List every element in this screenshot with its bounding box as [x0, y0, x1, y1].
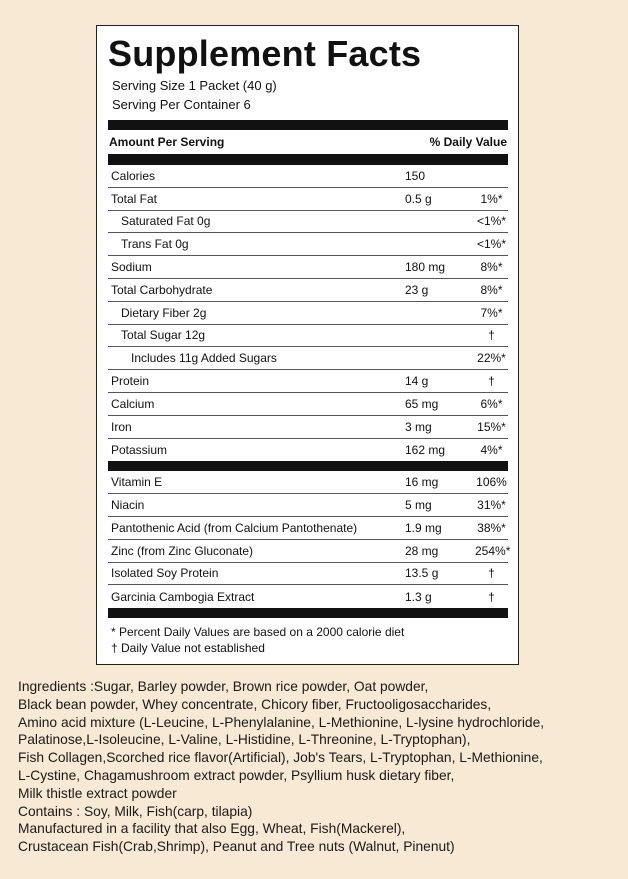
footnote-not-established: † Daily Value not established: [111, 641, 265, 656]
nutrient-daily-value: 38%*: [477, 520, 506, 535]
amount-per-serving-label: Amount Per Serving: [109, 135, 225, 149]
nutrient-row: [108, 165, 508, 188]
facts-title: Supplement Facts: [108, 33, 422, 74]
nutrient-name: Total Fat: [111, 191, 158, 206]
nutrient-amount: 65 mg: [405, 396, 439, 411]
nutrient-daily-value: 15%*: [477, 419, 506, 434]
nutrient-name: Dietary Fiber 2g: [121, 305, 207, 320]
nutrient-name: Iron: [111, 419, 132, 434]
nutrient-amount: 23 g: [405, 282, 429, 297]
nutrient-amount: 180 mg: [405, 260, 446, 275]
nutrient-amount: 0.5 g: [405, 191, 432, 206]
nutrient-amount: 162 mg: [405, 442, 446, 457]
ingredients-line: Milk thistle extract powder: [18, 785, 177, 801]
ingredients-line: Manufactured in a facility that also Egg, Wheat, Fish(Mackerel),: [18, 821, 406, 837]
ingredients-line: Black bean powder, Whey concentrate, Chicory fiber, Fructooligosaccharides,: [18, 696, 492, 712]
nutrient-name: Total Carbohydrate: [111, 282, 213, 297]
divider-bar: [108, 461, 508, 471]
nutrient-row: [108, 233, 508, 256]
nutrient-row: [108, 325, 508, 348]
nutrient-name: Calories: [111, 168, 156, 183]
nutrient-daily-value: †: [488, 589, 495, 604]
nutrient-daily-value: 1%*: [480, 191, 503, 206]
ingredients-line: L-Cystine, Chagamushroom extract powder, Psyllium husk dietary fiber,: [18, 767, 455, 783]
footnotes: [108, 618, 508, 656]
nutrient-amount: 1.9 mg: [405, 520, 442, 535]
nutrient-name: Vitamin E: [111, 475, 163, 490]
nutrient-daily-value: 31%*: [477, 498, 506, 513]
nutrient-daily-value: <1%*: [476, 237, 507, 252]
nutrient-row: [108, 494, 508, 517]
nutrient-daily-value: 8%*: [480, 260, 503, 275]
divider-bar: [108, 120, 508, 130]
nutrient-row: [108, 256, 508, 279]
nutrient-row: [108, 188, 508, 211]
nutrient-amount: 28 mg: [405, 543, 439, 558]
nutrient-row: [108, 347, 508, 370]
facts-header-row: [108, 130, 508, 155]
ingredients-line: Fish Collagen,Scorched rice flavor(Artificial), Job's Tears, L-Tryptophan, L-Methionine,: [18, 750, 543, 766]
nutrient-amount: 5 mg: [405, 498, 432, 513]
nutrient-row: [108, 540, 511, 563]
nutrient-rows-primary: [108, 165, 508, 461]
ingredients-line: Crustacean Fish(Crab,Shrimp), Peanut and Tree nuts (Walnut, Pinenut): [18, 839, 455, 855]
ingredients-line: Ingredients :Sugar, Barley powder, Brown rice powder, Oat powder,: [18, 679, 429, 694]
footnote-daily-values: * Percent Daily Values are based on a 2000 calorie diet: [111, 625, 405, 640]
daily-value-label: % Daily Value: [429, 135, 507, 149]
serving-size: Serving Size 1 Packet (40 g): [112, 78, 277, 93]
nutrient-row: [108, 393, 508, 416]
nutrient-amount: 3 mg: [405, 419, 432, 434]
ingredients-line: Contains : Soy, Milk, Fish(carp, tilapia): [18, 803, 253, 819]
nutrient-daily-value: <1%*: [476, 214, 507, 229]
nutrient-name: Trans Fat 0g: [121, 237, 189, 252]
nutrient-amount: 16 mg: [405, 475, 439, 490]
nutrient-daily-value: 8%*: [480, 282, 503, 297]
nutrient-daily-value: †: [488, 566, 495, 581]
nutrient-name: Isolated Soy Protein: [111, 566, 219, 581]
nutrient-name: Pantothenic Acid (from Calcium Pantothenate): [111, 520, 358, 535]
nutrient-name: Saturated Fat 0g: [121, 214, 211, 229]
nutrient-row: [108, 471, 508, 494]
nutrient-daily-value: 4%*: [480, 442, 503, 457]
nutrient-daily-value: †: [488, 374, 495, 389]
nutrient-amount: 13.5 g: [405, 566, 439, 581]
nutrient-daily-value: †: [488, 328, 495, 343]
nutrient-row: [108, 416, 508, 439]
nutrient-name: Niacin: [111, 498, 145, 513]
nutrient-row: [108, 279, 508, 302]
nutrient-daily-value: 7%*: [480, 305, 503, 320]
nutrient-daily-value: 106%: [476, 475, 507, 490]
nutrient-name: Total Sugar 12g: [121, 328, 206, 343]
nutrient-row: [108, 302, 508, 325]
nutrient-name: Includes 11g Added Sugars: [131, 351, 277, 366]
nutrient-amount: 1.3 g: [405, 589, 432, 604]
nutrient-amount: 150: [405, 168, 426, 183]
nutrient-row: [108, 563, 508, 586]
nutrient-daily-value: 254%*: [475, 543, 511, 558]
nutrient-name: Protein: [111, 374, 150, 389]
nutrient-row: [108, 517, 508, 540]
ingredients-block: [18, 678, 618, 856]
nutrient-daily-value: 6%*: [480, 396, 503, 411]
nutrient-row: [108, 211, 508, 234]
nutrient-name: Zinc (from Zinc Gluconate): [111, 543, 254, 558]
nutrient-name: Potassium: [111, 442, 168, 457]
nutrient-rows-secondary: [108, 471, 511, 608]
ingredients-line: Palatinose,L-Isoleucine, L-Valine, L-Histidine, L-Threonine, L-Tryptophan),: [18, 732, 471, 748]
divider-bar: [108, 155, 508, 165]
supplement-facts-panel: [96, 25, 519, 665]
nutrient-row: [108, 370, 508, 393]
servings-per-container: Serving Per Container 6: [112, 97, 251, 112]
nutrient-amount: 14 g: [405, 374, 429, 389]
nutrient-row: [108, 439, 508, 462]
nutrient-row: [108, 585, 508, 608]
nutrient-daily-value: 22%*: [477, 351, 506, 366]
divider-bar: [108, 608, 508, 618]
ingredients-line: Amino acid mixture (L-Leucine, L-Phenylalanine, L-Methionine, L-lysine hydrochloride,: [18, 714, 545, 730]
nutrient-name: Calcium: [111, 396, 155, 411]
nutrient-name: Sodium: [111, 260, 152, 275]
nutrient-name: Garcinia Cambogia Extract: [111, 589, 255, 604]
